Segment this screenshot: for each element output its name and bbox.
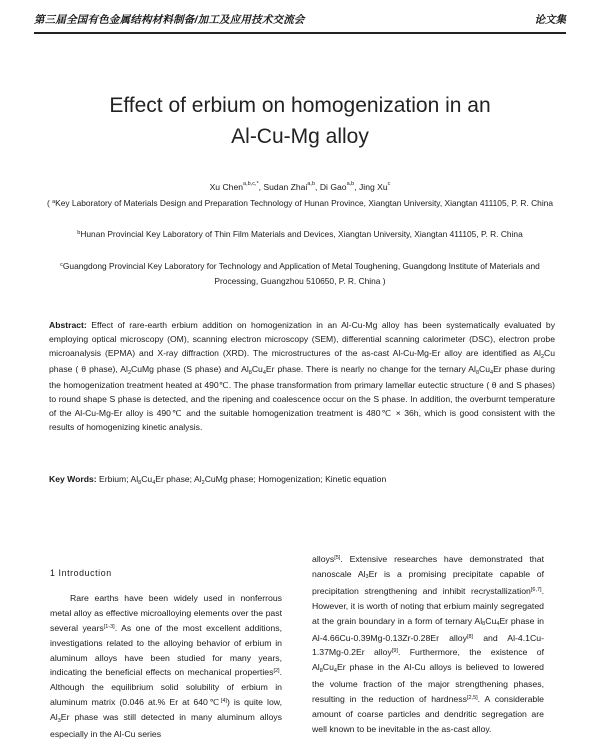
running-header: [34, 10, 566, 34]
left-column: [50, 552, 282, 742]
affiliation-a: [40, 196, 560, 211]
affil-mark: c: [60, 262, 63, 268]
subscript: 8: [482, 621, 486, 628]
abstract-text: Effect of rare-earth erbium addition on homogenization in an Al-Cu-Mg alloy has been systematically evaluated by employing optical microscopy (OM), scanning electron microscopy (SEM), differential scanning calorimeter (DSC), electron probe microanalysis (EPMA) and X-ray diffraction (XRD). The microstructures of the as-cast Al-Cu-Mg-Er alloy are identified as Al: [49, 320, 555, 358]
subscript: 3: [57, 717, 61, 724]
conference-name: 第三届全国有色金属结构材料制备/加工及应用技术交流会: [34, 14, 305, 26]
subscript: 8: [248, 369, 252, 376]
paper-title: [60, 90, 540, 152]
subscript: 4: [496, 621, 500, 628]
body-text: Cu: [485, 615, 497, 626]
author-separator: ,: [354, 182, 359, 192]
author-name: Jing Xu: [359, 182, 388, 192]
abstract-text: Cu: [479, 364, 491, 374]
intro-paragraph: [50, 591, 282, 742]
body-text: . As one of the most excellent additions, investigations related to the alloying behavior of erbium in aluminum alloys have been studied for many years, indicating the beneficial effects on mechanical properties: [50, 622, 282, 678]
subscript: 4: [490, 369, 494, 376]
affil-text: Guangdong Provincial Key Laboratory for Technology and Application of Metal Toughening, Guangdong Institute of Materials and Processing, Guangzhou 510650, P. R. China ): [62, 261, 540, 286]
author-name: Sudan Zhai: [263, 182, 308, 192]
body-text: . Furthermore, the existence of Al: [312, 647, 544, 673]
affil-mark: b: [77, 230, 81, 236]
affiliation-b: [40, 227, 560, 242]
author-affil-mark: a,b: [346, 181, 355, 187]
subscript: 3: [365, 574, 369, 581]
author-affil-mark: a,b,c,*: [243, 181, 259, 187]
body-text: . Extensive researches have demonstrated that nanoscale Al: [312, 554, 544, 579]
title-line-2: Al-Cu-Mg alloy: [231, 125, 369, 148]
section-label: 论文集: [534, 14, 566, 26]
subscript: 2: [201, 479, 205, 486]
body-text: Cu: [322, 662, 334, 673]
citation: [2]: [273, 668, 280, 675]
author-separator: ,: [315, 182, 320, 192]
title-line-1: Effect of erbium on homogenization in an: [109, 94, 491, 117]
affil-mark: a: [52, 199, 56, 205]
body-paragraph: [312, 552, 544, 737]
citation: [5]: [334, 555, 341, 561]
citation: [4]: [220, 698, 227, 705]
abstract-text: CuMg phase (S phase) and Al: [131, 364, 249, 374]
affil-paren: (: [46, 198, 53, 208]
citation: [9]: [391, 648, 398, 655]
subscript: 2: [540, 353, 544, 360]
keywords-label: Key Words:: [49, 474, 97, 484]
affiliation-c: [40, 259, 560, 288]
author-name: Di Gao: [319, 182, 347, 192]
abstract-text: Er phase. There is nearly no change for the ternary Al: [265, 364, 476, 374]
abstract-text: Cu phase ( θ phase), Al: [49, 348, 555, 374]
body-text: . Although the equilibrium solid solubility of erbium in aluminum matrix (0.046 at.% Er at 640℃: [50, 667, 282, 708]
keywords-text: Erbium; Al: [98, 474, 139, 484]
author-name: Xu Chen: [209, 182, 244, 192]
abstract-text: Cu: [251, 364, 263, 374]
subscript: 4: [152, 479, 156, 486]
body-text: . A considerable amount of coarse particles and dendritic segregation are well known to be inevitable in the as-cast alloy.: [312, 694, 545, 734]
abstract-label: Abstract:: [49, 320, 87, 330]
citation: [6,7]: [530, 586, 542, 593]
right-column: [312, 552, 544, 737]
affil-text: Key Laboratory of Materials Design and Preparation Technology of Hunan Province, Xiangtan University, Xiangtan 411105, P. R. China: [55, 198, 553, 208]
author-affil-mark: a,b: [307, 181, 316, 187]
affil-text: Hunan Provincial Key Laboratory of Thin Film Materials and Devices, Xiangtan University, Xiangtan 411105, P. R. China: [80, 229, 523, 239]
subscript: 4: [262, 369, 266, 376]
keywords: [49, 474, 555, 484]
body-text: ) is quite low, Al: [50, 697, 282, 723]
abstract: [49, 318, 555, 434]
keywords-text: Er phase; Al: [155, 474, 202, 484]
author-affil-mark: c: [387, 181, 391, 187]
body-text: Er phase was still detected in many aluminum alloys especially in the Al-Cu series: [50, 712, 282, 740]
body-text: Er is a promising precipitate capable of precipitation strengthening and inhibit recrystallization: [312, 568, 544, 596]
abstract-text: Er phase during the homogenization treatment heated at 490℃. The phase transformation from primary lamellar eutectic structure ( θ and S phases) to round shape S phase is detected, and the ripening and coalescence occur on the S phase. In addition, the overburnt temperature of the Al-Cu-Mg-Er alloy is 490℃ and the suitable homogenization treatment is 480℃ × 36h, which is good consistent with the results of homogenizing kinetic analysis.: [49, 364, 555, 432]
body-text: . However, it is worth of noting that erbium mainly segregated at the grain boundary in a form of ternary Al: [312, 585, 544, 626]
citation: [8]: [466, 633, 474, 640]
citation: [2,5]: [466, 695, 478, 702]
subscript: 4: [333, 667, 337, 674]
author-separator: ,: [258, 182, 264, 192]
body-text: Rare earths have been widely used in nonferrous metal alloy as effective microalloying elements over the past several years: [50, 592, 282, 633]
subscript: 2: [127, 369, 131, 376]
subscript: 8: [475, 369, 480, 376]
body-text: Er phase in the Al-Cu alloys is believed to lowered the volume fraction of the major strengthening phases, resulting in the reduction of hardness: [312, 662, 544, 705]
section-heading: 1 Introduction: [50, 568, 112, 578]
body-text: and Al-4.1Cu-1.37Mg-0.2Er alloy: [312, 632, 544, 658]
author-list: [40, 182, 560, 192]
citation: [1-3]: [103, 623, 115, 630]
subscript: 8: [319, 667, 323, 674]
body-text: Er phase in Al-4.66Cu-0.39Mg-0.13Zr-0.28Er alloy: [312, 615, 544, 643]
body-text: alloys: [312, 554, 335, 564]
keywords-text: Cu: [141, 474, 153, 484]
keywords-text: CuMg phase; Homogenization; Kinetic equation: [204, 474, 387, 484]
subscript: 8: [138, 479, 142, 486]
